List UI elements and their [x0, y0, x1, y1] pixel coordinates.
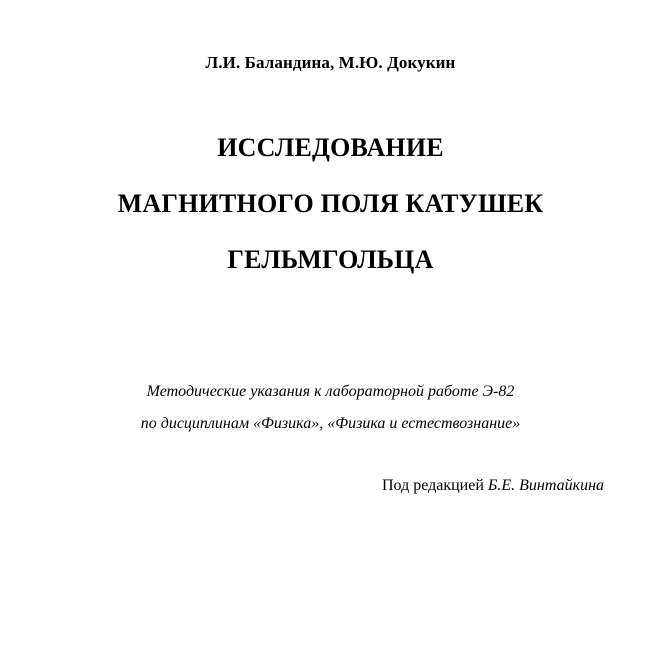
subtitle-line-2: по дисциплинам «Физика», «Физика и естествознание» — [140, 415, 521, 432]
document-subtitle — [0, 376, 661, 440]
title-line-3: ГЕЛЬМГОЛЬЦА — [227, 245, 434, 274]
title-line-2: МАГНИТНОГО ПОЛЯ КАТУШЕК — [117, 189, 544, 218]
editor-credit — [382, 477, 604, 495]
subtitle-line-1: Методические указания к лабораторной работе Э-82 — [146, 383, 515, 400]
title-line-1: ИССЛЕДОВАНИЕ — [217, 133, 444, 162]
editor-name: Б.Е. Винтайкина — [487, 477, 604, 494]
editor-prefix: Под редакцией — [381, 477, 484, 494]
authors: Л.И. Баландина, М.Ю. Докукин — [205, 53, 456, 72]
document-title — [0, 120, 661, 288]
